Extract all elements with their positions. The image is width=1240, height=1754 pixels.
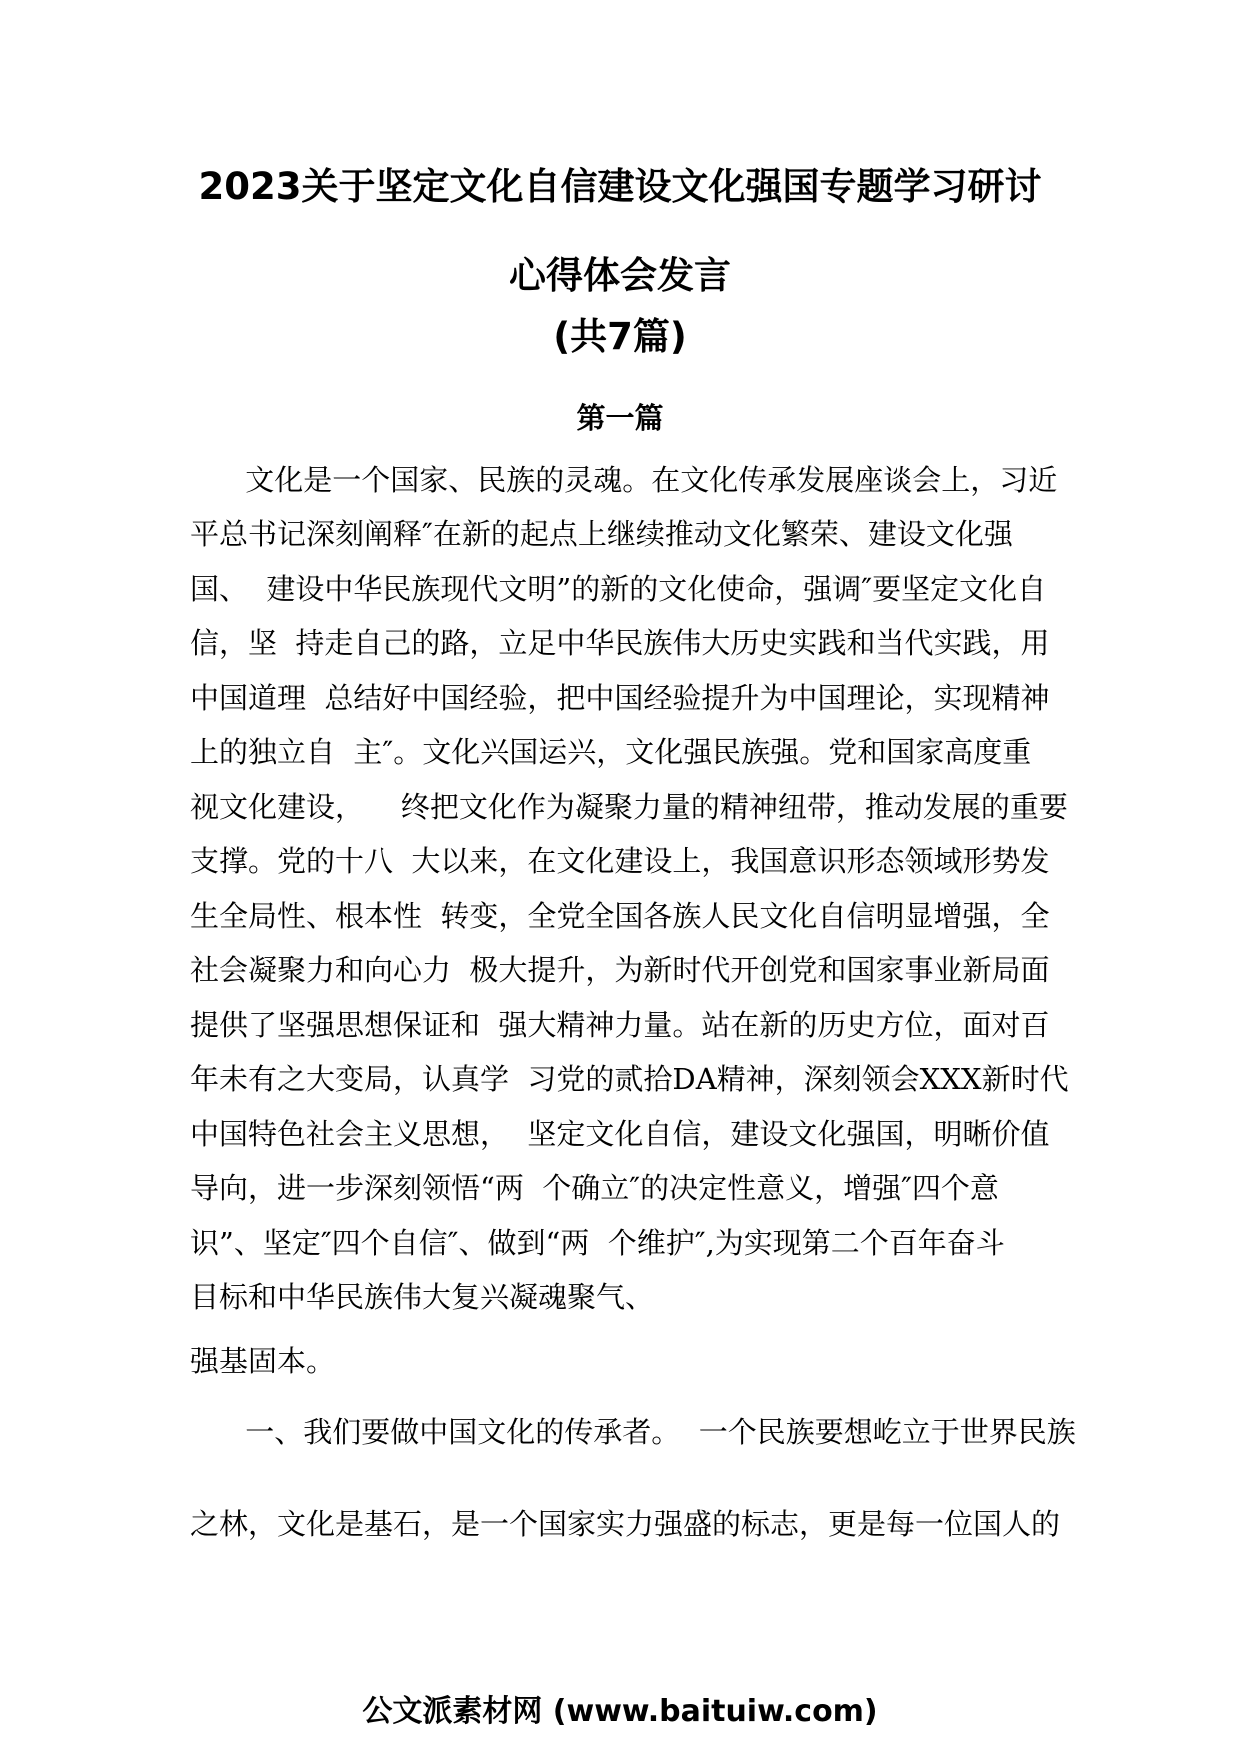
body-line: 之林，文化是基石，是一个国家实力强盛的标志，更是每一位国人的 <box>190 1507 1061 1541</box>
body-line: 强基固本。 <box>190 1344 336 1378</box>
body-line: 提供了坚强思想保证和 强大精神力量。站在新的历史方位，面对百 <box>190 1008 1050 1042</box>
body-line: 国、 建设中华民族现代文明”的新的文化使命，强调″要坚定文化自 <box>190 572 1047 606</box>
body-line: 导向，进一步深刻领悟“两 个确立″的决定性意义，增强″四个意 <box>190 1171 999 1205</box>
body-line: 上的独立自 主″。文化兴国运兴，文化强民族强。党和国家高度重 <box>190 735 1032 769</box>
document-title-line-2: 心得体会发言 <box>509 254 731 297</box>
body-line: 视文化建设， 终把文化作为凝聚力量的精神纽带，推动发展的重要 <box>190 790 1068 824</box>
body-line: 识”、坚定″四个自信″、做到“两 个维护″,为实现第二个百年奋斗 <box>190 1226 1005 1260</box>
body-line: 文化是一个国家、民族的灵魂。在文化传承发展座谈会上，习近 <box>190 463 1058 497</box>
body-line: 目标和中华民族伟大复兴凝魂聚气、 <box>190 1280 655 1314</box>
body-line: 中国特色社会主义思想， 坚定文化自信，建设文化强国，明晰价值 <box>190 1117 1050 1151</box>
document-title-line-1: 2023关于坚定文化自信建设文化强国专题学习研讨 <box>198 165 1042 208</box>
document-title-line-3: (共7篇) <box>553 315 687 358</box>
body-line: 生全局性、根本性 转变，全党全国各族人民文化自信明显增强，全 <box>190 899 1050 933</box>
body-line: 中国道理 总结好中国经验，把中国经验提升为中国理论，实现精神 <box>190 681 1050 715</box>
body-line: 年未有之大变局，认真学 习党的贰拾DA精神，深刻领会XXX新时代 <box>190 1062 1069 1096</box>
body-line: 社会凝聚力和向心力 极大提升，为新时代开创党和国家事业新局面 <box>190 953 1050 987</box>
section-heading: 第一篇 <box>576 401 664 435</box>
body-line: 支撑。党的十八 大以来，在文化建设上，我国意识形态领域形势发 <box>190 844 1050 878</box>
body-line: 信，坚 持走自己的路，立足中华民族伟大历史实践和当代实践，用 <box>190 626 1050 660</box>
body-line: 平总书记深刻阐释″在新的起点上继续推动文化繁荣、建设文化强 <box>190 517 1013 551</box>
site-watermark-footer: 公文派素材网 (www.baituiw.com) <box>362 1694 878 1729</box>
body-line: 一、我们要做中国文化的传承者。 一个民族要想屹立于世界民族 <box>190 1415 1076 1449</box>
